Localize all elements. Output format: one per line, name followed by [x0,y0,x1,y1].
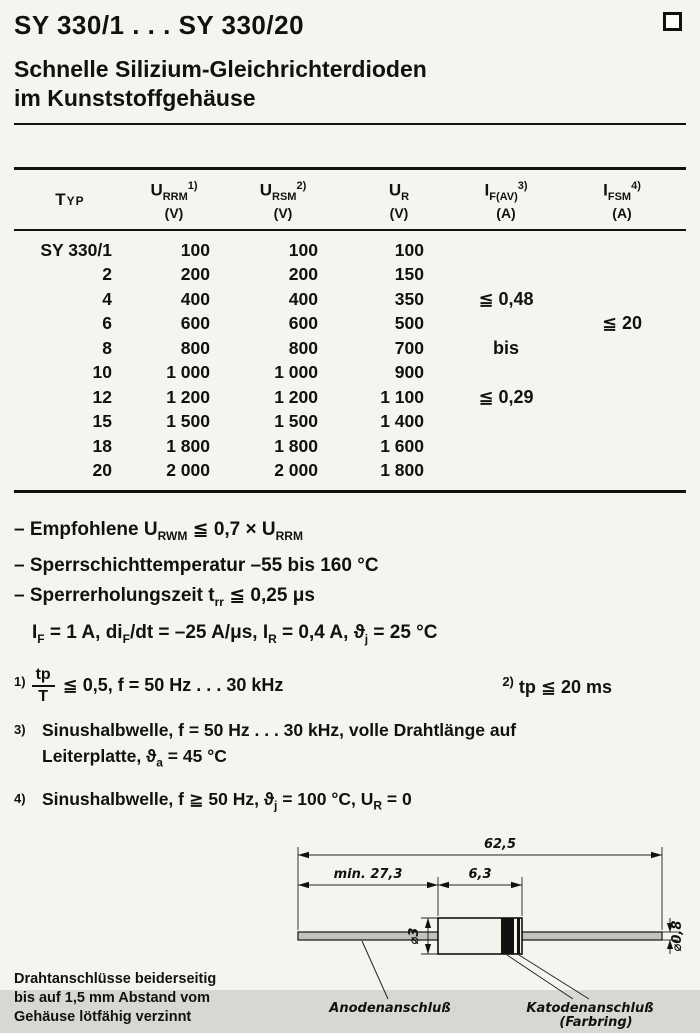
dim-lead-min-label: min. 27,3 [333,866,403,882]
ifav-cell [454,311,558,336]
note-test-conditions: $I_F = 1$ A, $di_F/dt = -25$ A/μs, $I_R = 0,4$ A, $ϑ_j = 25$ °C [32,621,438,646]
anode-label: Anodenanschluß [329,1000,451,1016]
ifsm-cell [558,336,686,361]
cathode-label: Katodenanschluß [526,1000,654,1016]
ur-cell: 1 600 [380,435,424,456]
table-row [14,434,686,459]
footnote-4 [14,786,686,819]
ifav-cell [454,409,558,434]
col-header-ur: $U_R$ (V) [344,168,454,230]
typ-cell: 10 [92,362,112,383]
corner-square [663,12,682,31]
table-row [14,458,686,491]
footnote-4-text: Sinushalbwelle, f ≧ 50 Hz, $ϑ_j = 100$ °C, $U_R = 0$ [42,789,412,813]
subtitle-line-2: im Kunststoffgehäuse [14,85,256,112]
note-urwm: – Empfohlene $U_{RWM}$ ≦ $0,7 \times U_{RRM}$ [14,518,303,543]
ifsm-cell [558,230,686,263]
ifav-cell [454,434,558,459]
subtitle-line-1: Schnelle Silizium-Gleichrichterdioden [14,56,427,82]
urrm-cell: 2 000 [126,458,222,491]
footnote-4-marker: 4) [14,791,26,806]
cathode-farbring-label: (Farbring) [559,1014,633,1030]
footnote-3-text: Sinushalbwelle, f = 50 Hz . . . 30 kHz, volle Drahtlänge auf Leiterplatte, $ϑ_a = 45$ °C [42,719,517,769]
urrm-cell: 800 [180,337,210,358]
page-header [14,10,686,41]
dimension-lead-and-body [298,867,522,888]
notes-section [14,515,686,654]
typ-cell: 4 [102,288,112,309]
ur-cell: 1 100 [380,386,424,407]
ur-cell: 500 [394,313,424,334]
fraction-numerator: tp [32,666,55,687]
subtitle [14,55,686,114]
ifav-cell [454,230,558,263]
cathode-color-band [501,918,514,954]
typ-cell: 8 [102,337,112,358]
fraction-tp-over-T [32,666,55,705]
dim-wire-diameter-label: ⌀0,8 [670,920,685,951]
note-reverse-recovery: – Sperrerholungszeit $t_{rr}$ ≦ 0,25 μs [14,584,315,609]
dim-body-diameter-label: ⌀3 [407,927,422,944]
ifav-cell [454,458,558,491]
col-header-ifsm: $I_{FSM}^{4)}$ (A) [558,168,686,230]
ursm-cell: 1 800 [274,435,318,456]
subtitle-divider [14,123,686,125]
col-header-typ: Typ [14,168,126,230]
ifsm-cell [558,385,686,410]
typ-cell: 20 [14,458,126,491]
footnote-3 [14,717,686,776]
ifsm-cell: ≦ 20 [601,313,643,334]
col-header-ifav: $I_{F(AV)}^{3)}$ (A) [454,168,558,230]
lead-note-line-1: Drahtanschlüsse beiderseitig [14,970,217,987]
ifsm-cell [558,458,686,491]
typ-cell: 18 [92,435,112,456]
urrm-cell: 100 [180,239,210,260]
ur-cell: 700 [394,337,424,358]
footnote-3-marker: 3) [14,721,26,737]
col-header-urrm: $U_{RRM}^{1)}$ (V) [126,168,222,230]
footnote-1-marker: 1) [14,673,26,689]
ifav-cell [454,262,558,287]
ursm-cell: 1 000 [274,362,318,383]
urrm-cell: 1 200 [166,386,210,407]
ur-cell: 100 [394,239,424,260]
cathode-lead [522,932,662,940]
diode-package [298,918,662,954]
table-row [14,360,686,385]
ifav-cell [454,360,558,385]
dimension-wire-diameter [667,918,685,954]
lead-note-line-2: bis auf 1,5 mm Abstand vom [14,989,211,1006]
ratings-table [14,167,686,493]
typ-cell: 2 [102,264,112,285]
table-row [14,409,686,434]
ifsm-cell [558,287,686,312]
ursm-cell: 2 000 [222,458,344,491]
ur-cell: 1 400 [380,411,424,432]
ursm-cell: 200 [288,264,318,285]
ursm-cell: 1 200 [274,386,318,407]
table-row [14,287,686,312]
note-junction-temperature: – Sperrschichttemperatur –55 bis 160 °C [14,554,379,576]
ifsm-cell [558,360,686,385]
ifsm-cell [558,262,686,287]
ur-cell: 350 [394,288,424,309]
table-header-row [14,168,686,230]
ursm-cell: 100 [288,239,318,260]
col-header-ursm: $U_{RSM}^{2)}$ (V) [222,168,344,230]
ifav-cell: ≦ 0,29 [478,386,534,407]
typ-cell: 12 [92,386,112,407]
ursm-cell: 600 [288,313,318,334]
urrm-cell: 1 800 [166,435,210,456]
dim-body-label: 6,3 [468,866,492,882]
table-row [14,385,686,410]
urrm-cell: 400 [180,288,210,309]
package-outline-drawing [290,831,686,1033]
typ-cell: 15 [92,411,112,432]
urrm-cell: 600 [180,313,210,334]
footnote-row-1 [14,666,686,705]
table-row [14,262,686,287]
ifsm-cell [558,409,686,434]
fraction-denominator: T [38,687,48,705]
urrm-cell: 1 000 [166,362,210,383]
ifav-cell: bis [492,337,519,358]
footnote-2: $^{2)}$ tp ≦ 20 ms [502,673,612,697]
ursm-cell: 400 [288,288,318,309]
ifsm-cell [558,434,686,459]
ur-cell: 1 800 [344,458,454,491]
cathode-band-thin-line [517,918,520,954]
bottom-section [14,831,686,1033]
table-row [14,230,686,263]
lead-note-line-3: Gehäuse lötfähig verzinnt [14,1008,192,1025]
lead-solder-note [14,970,216,1027]
ifav-cell: ≦ 0,48 [478,288,534,309]
dim-overall-label: 62,5 [483,836,517,852]
dimension-overall-length [298,837,662,858]
typ-cell: 6 [102,313,112,334]
footnote-1-text: ≦ 0,5, f = 50 Hz . . . 30 kHz [62,675,284,696]
typ-cell: SY 330/1 [40,239,112,260]
table-row [14,336,686,361]
urrm-cell: 1 500 [166,411,210,432]
urrm-cell: 200 [180,264,210,285]
ur-cell: 150 [394,264,424,285]
ur-cell: 900 [394,362,424,383]
table-row [14,311,686,336]
ursm-cell: 1 500 [274,411,318,432]
ursm-cell: 800 [288,337,318,358]
page-title: SY 330/1 . . . SY 330/20 [14,10,305,40]
